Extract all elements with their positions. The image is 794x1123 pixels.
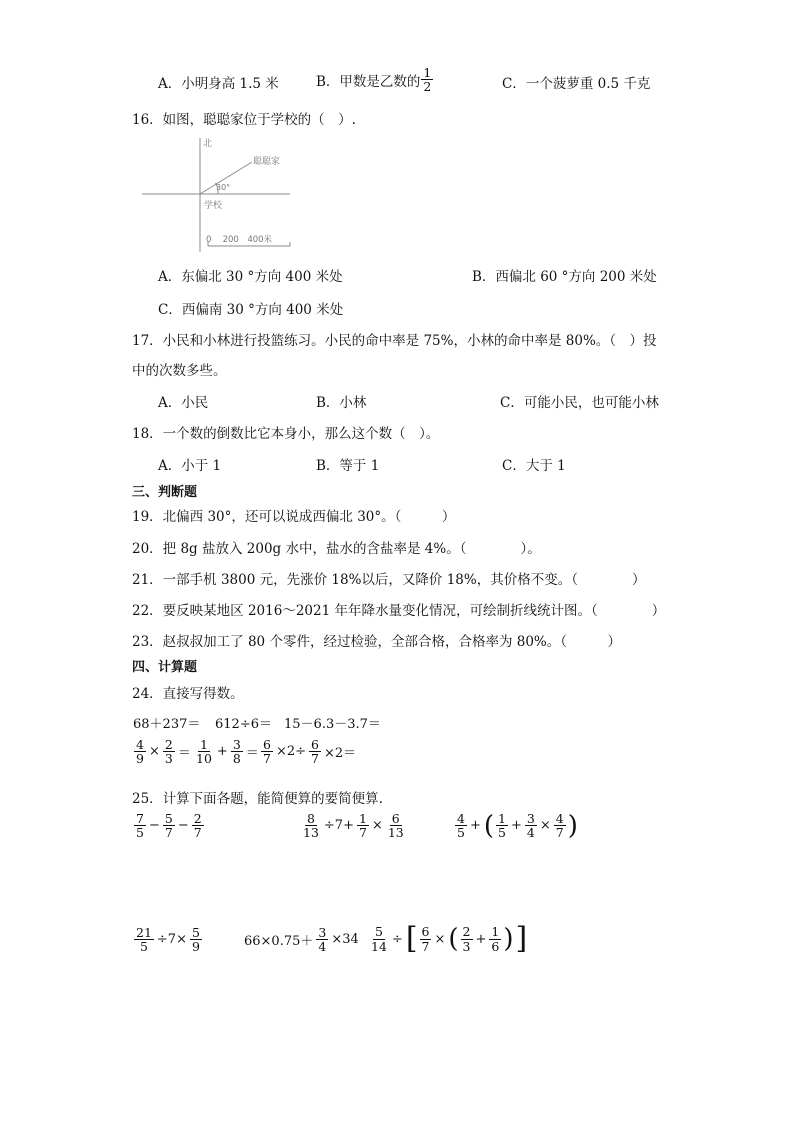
q18-option-c: C．大于 1	[502, 458, 566, 474]
q17-stem-line2: 中的次数多些。	[132, 363, 227, 379]
q17-option-b: B．小林	[316, 395, 367, 411]
q15-option-c: C．一个菠萝重 0.5 千克	[502, 76, 651, 92]
q18-stem: 18．一个数的倒数比它本身小，那么这个数（ ）。	[132, 426, 440, 442]
fig-angle-label: 30°	[216, 183, 231, 192]
q15-option-a: A．小明身高 1.5 米	[158, 76, 279, 92]
q24-expr-2: 612÷6＝	[215, 717, 272, 732]
q16-option-a: A．东偏北 30 °方向 400 米处	[158, 269, 343, 285]
q17-stem-line1: 17．小民和小林进行投篮练习。小民的命中率是 75%，小林的命中率是 80%。（ ）投	[132, 333, 657, 349]
q15-option-b-fraction: $\frac{1}{2}$	[423, 65, 432, 95]
q24-expr-4: $\frac{4}{9}$ × $\frac{2}{3}$ ＝	[136, 737, 191, 767]
q24-expr-5: $\frac{1}{10}$ + $\frac{3}{8}$ ＝	[196, 737, 259, 767]
fig-home-label: 聪聪家	[253, 157, 281, 167]
section-judgement-title: 三、判断题	[132, 485, 198, 500]
fig-school-label: 学校	[204, 201, 223, 211]
q25-stem: 25．计算下面各题，能简便算的要简便算.	[132, 791, 383, 807]
q25-expr-4: $\frac{21}{5}$ ÷7× $\frac{5}{9}$	[136, 925, 200, 955]
q24-expr-6: $\frac{6}{7}$ ×2÷ $\frac{6}{7}$ ×2＝	[263, 737, 357, 767]
q25-expr-1: $\frac{7}{5}$ − $\frac{5}{7}$ − $\frac{2}{7}$	[136, 811, 202, 841]
fig-scale-label: 0 200 400米	[206, 235, 273, 245]
q15-option-b	[316, 66, 434, 93]
q16-stem: 16．如图，聪聪家位于学校的（ ）.	[132, 112, 356, 128]
q25-expr-3: $\frac{4}{5}$ + ( $\frac{1}{5}$ + $\frac{3}{4}$ × $\frac{4}{7}$ )	[457, 810, 578, 841]
q24-stem: 24．直接写得数。	[132, 686, 244, 702]
fig-north-label: 北	[203, 139, 213, 149]
q21: 21．一部手机 3800 元，先涨价 18%以后，又降价 18%，其价格不变。（ ）	[132, 572, 646, 588]
q17-option-c: C．可能小民，也可能小林	[500, 395, 659, 411]
q18-option-a: A．小于 1	[158, 458, 222, 474]
q25-expr-5: 66×0.75＋ $\frac{3}{4}$ ×34	[244, 925, 359, 955]
q20: 20．把 8g 盐放入 200g 水中，盐水的含盐率是 4%。（ ）。	[132, 541, 541, 557]
q16-figure	[140, 132, 300, 254]
q25-expr-2: $\frac{8}{13}$ ÷7+ $\frac{1}{7}$ × $\frac{6}{13}$	[303, 811, 404, 841]
q19: 19．北偏西 30°，还可以说成西偏北 30°。（ ）	[132, 509, 456, 525]
q18-option-b: B．等于 1	[316, 458, 380, 474]
q16-option-b: B．西偏北 60 °方向 200 米处	[472, 269, 657, 285]
q23: 23．赵叔叔加工了 80 个零件，经过检验，全部合格，合格率为 80%。（ ）	[132, 634, 621, 650]
q15-option-b-text: B．甲数是乙数的	[316, 73, 421, 90]
q24-expr-1: 68＋237＝	[133, 717, 201, 732]
q25-expr-6: $\frac{5}{14}$ ÷ [ $\frac{6}{7}$ × ( $\frac{2}{3}$ + $\frac{1}{6}$ ) ]	[371, 921, 528, 956]
q24-expr-3: 15－6.3－3.7＝	[284, 717, 381, 732]
section-calc-title: 四、计算题	[132, 660, 198, 675]
q22: 22．要反映某地区 2016～2021 年年降水量变化情况，可绘制折线统计图。（ ）	[132, 603, 666, 619]
q17-option-a: A．小民	[158, 395, 209, 411]
q16-option-c: C．西偏南 30 °方向 400 米处	[158, 302, 344, 318]
